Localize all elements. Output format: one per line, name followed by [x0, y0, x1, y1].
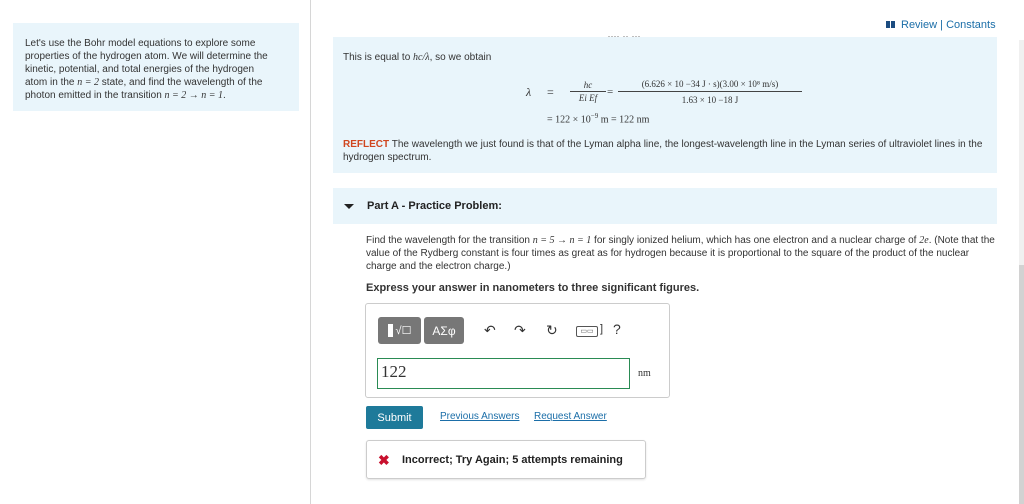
undo-icon[interactable]: ↶: [484, 322, 496, 338]
part-a-title: Part A - Practice Problem:: [367, 200, 502, 212]
symbols-button[interactable]: ΑΣφ: [424, 317, 464, 344]
feedback-text: Incorrect; Try Again; 5 attempts remaining: [402, 454, 623, 466]
templates-button[interactable]: √☐: [378, 317, 421, 344]
equals-sign: =: [547, 85, 554, 99]
answer-input[interactable]: 122: [377, 358, 630, 389]
panel-divider: [310, 0, 311, 504]
intro-line: atom in the n = 2 state, and find the wavelength of the: [25, 77, 263, 88]
scrollbar-thumb[interactable]: [1019, 265, 1024, 504]
reset-icon[interactable]: ↻: [546, 322, 558, 338]
question-text: Find the wavelength for the transition n = 5 → n = 1 for singly ionized helium, which has one electron and a nuclear charge of 2e. (Note that the value of the Rydberg constant is four times as great as for hydrogen because it is proportional to the square of the product of the nuclear charge and the electron charge.): [366, 235, 995, 272]
keyboard-icon[interactable]: ▭▭: [576, 326, 598, 337]
intro-line: properties of the hydrogen atom. We will determine the: [25, 51, 268, 62]
error-x-icon: ✖: [378, 452, 390, 468]
solution-panel: [333, 30, 997, 173]
previous-answers-link[interactable]: Previous Answers: [440, 411, 520, 422]
n2-state: n = 2: [77, 77, 100, 88]
constants-link[interactable]: Constants: [946, 19, 996, 31]
clipped-equation: .... .. ...: [608, 30, 641, 39]
request-answer-link[interactable]: Request Answer: [534, 411, 607, 422]
part-a-header[interactable]: [333, 188, 997, 224]
hc-fraction: $\frac{hc}{\text{Ei Ef}}$: [570, 80, 606, 103]
reflect-text: REFLECT The wavelength we just found is that of the Lyman alpha line, the longest-wavelength line in the Lyman series of ultraviolet lines in the hydrogen spectrum.: [343, 139, 983, 163]
result-line: = $122 \times 10^{-9}$ m = 122 nm: [547, 112, 650, 126]
unit-label: nm: [638, 368, 651, 379]
numeric-fraction: $\frac{\text{(6.626 × 10 −34 J · s)(3.00 × 10⁸ m/s)}}{1.63 \times 10 -18 J}$: [618, 79, 802, 105]
keyboard-shortcuts-icon[interactable]: ]: [600, 323, 604, 335]
submit-button[interactable]: Submit: [366, 406, 423, 429]
book-icon: [886, 21, 896, 28]
solution-intro: This is equal to hc/λ, so we obtain: [343, 52, 492, 63]
feedback-message: [366, 440, 646, 479]
lambda-symbol: λ: [526, 85, 532, 99]
review-link[interactable]: Review: [901, 19, 938, 31]
intro-line: photon emitted in the transition n = 2 → n = 1.: [25, 90, 226, 101]
help-button[interactable]: ?: [613, 321, 621, 337]
answer-instruction: Express your answer in nanometers to three significant figures.: [366, 282, 700, 294]
intro-line: Let's use the Bohr model equations to explore some: [25, 38, 256, 49]
intro-line: kinetic, potential, and total energies of the hydrogen: [25, 64, 255, 75]
transition-expr: n = 2 → n = 1: [164, 90, 224, 101]
header-links: Review | Constants: [886, 19, 996, 31]
collapse-caret-icon[interactable]: [344, 204, 354, 209]
answer-box: [365, 303, 670, 398]
equals-sign: =: [607, 86, 614, 98]
reflect-label: REFLECT: [343, 139, 390, 150]
intro-panel: [13, 23, 299, 111]
redo-icon[interactable]: ↷: [514, 322, 526, 338]
